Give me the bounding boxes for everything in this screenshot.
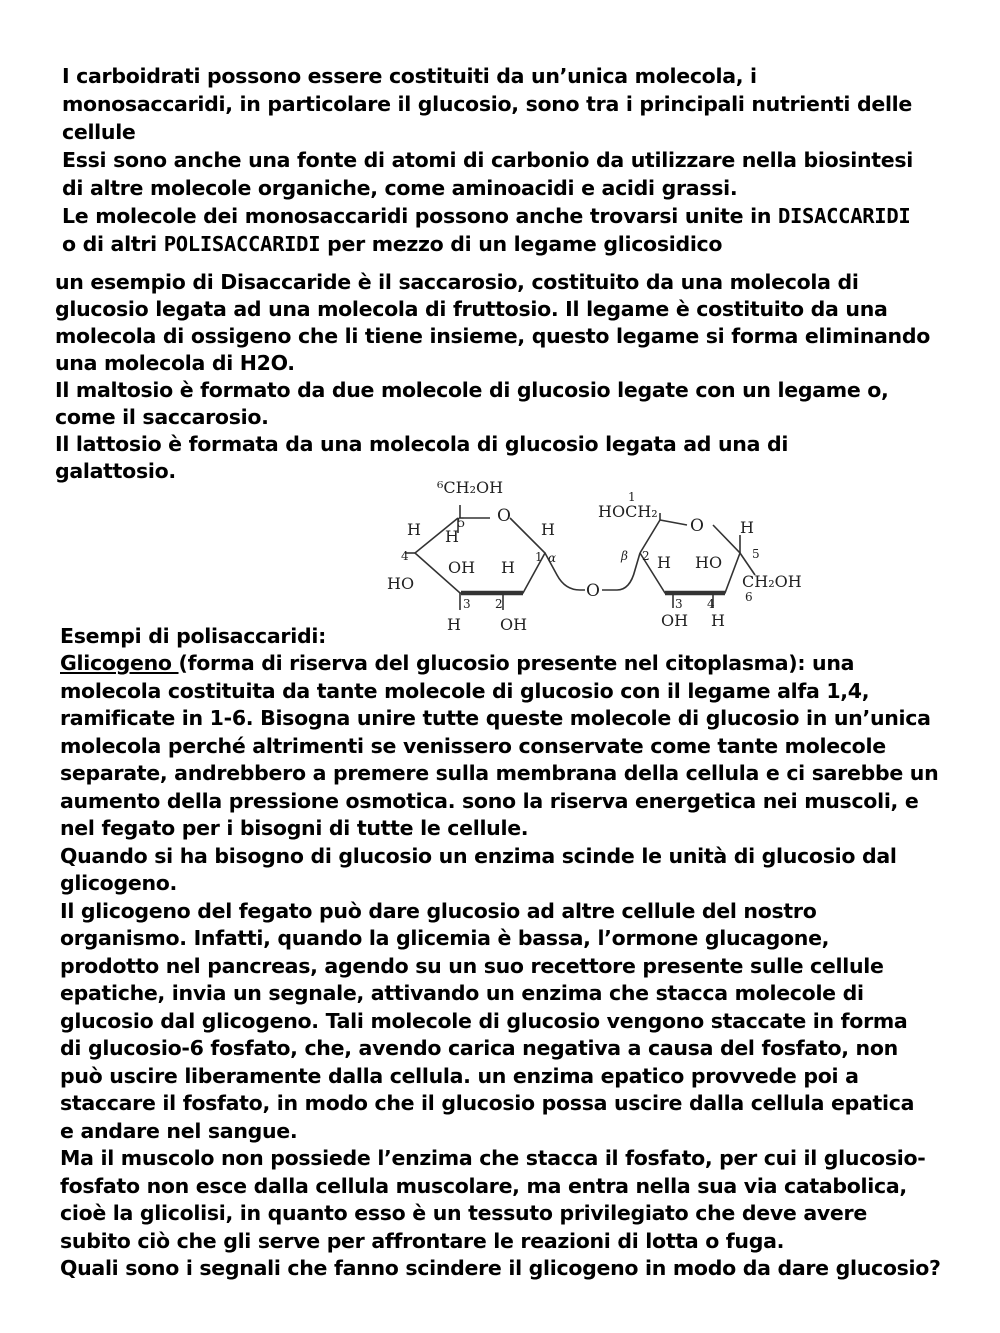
keyword-polisaccaridi: POLISACCARIDI [163, 232, 321, 256]
carbon-number: 1 [535, 550, 543, 564]
text-line: fosfato non esce dalla cellula muscolare, ma entra nella sua via catabolica, [60, 1173, 907, 1198]
text-line [62, 204, 910, 228]
sucrose-structure-diagram [385, 465, 815, 645]
h5-label: 5 [457, 516, 466, 531]
text-line: di glucosio-6 fosfato, che, avendo carica negativa a causa del fosfato, non [60, 1036, 898, 1060]
ho-label: HO [387, 574, 415, 593]
hoch2-label: HOCH₂ [598, 502, 658, 521]
text-line: di altre molecole organiche, come aminoacidi e acidi grassi. [62, 176, 738, 200]
alpha-label: α [548, 551, 557, 565]
text-line: subito ciò che gli serve per affrontare le reazioni di lotta o fuga. [60, 1228, 785, 1253]
carbon-number: 3 [675, 597, 683, 611]
text-line: Quali sono i segnali che fanno scindere il glicogeno in modo da dare glucosio? [60, 1256, 941, 1280]
section-heading: Esempi di polisaccaridi: [60, 624, 326, 648]
text-line: ramificate in 1-6. Bisogna unire tutte queste molecole di glucosio in un’unica [60, 706, 931, 730]
text-line: glucosio dal glicogeno. Tali molecole di glucosio vengono staccate in forma [60, 1008, 908, 1033]
text-span: per mezzo di un legame glicosidico [320, 232, 723, 256]
text-line [60, 651, 854, 675]
ch2oh-label: ⁶CH₂OH [437, 478, 504, 497]
ch2oh-label: CH₂OH [742, 572, 802, 591]
glycosidic-oxygen-label: O [586, 581, 600, 601]
h-label: H [740, 518, 754, 537]
ho-label: HO [695, 553, 723, 572]
glicogeno-term: Glicogeno [60, 651, 179, 675]
h-label: H [447, 615, 461, 634]
text-line: un esempio di Disaccaride è il saccarosio, costituito da una molecola di [55, 270, 859, 294]
carbon-number: 3 [463, 597, 471, 611]
text-line: aumento della pressione osmotica. sono la riserva energetica nei muscoli, e [60, 788, 919, 813]
carbon-number: 6 [745, 590, 753, 604]
carbon-number: 1 [628, 490, 636, 504]
text-line: può uscire liberamente dalla cellula. un enzima epatico provvede poi a [60, 1063, 859, 1088]
text-line: galattosio. [55, 459, 176, 483]
carbon-number: 4 [401, 549, 409, 563]
oh-label: OH [500, 615, 528, 634]
carbon-number: 4 [707, 597, 715, 611]
text-line: una molecola di H2O. [55, 351, 295, 375]
text-line: nel fegato per i bisogni di tutte le cellule. [60, 816, 529, 840]
text-line: monosaccaridi, in particolare il glucosio, sono tra i principali nutrienti delle [62, 92, 913, 116]
text-line: staccare il fosfato, in modo che il glucosio possa uscire dalla cellula epatica [60, 1091, 915, 1115]
text-line: prodotto nel pancreas, agendo su un suo recettore presente sulle cellule [60, 953, 884, 978]
text-line: molecola di ossigeno che li tiene insieme, questo legame si forma eliminando [55, 324, 931, 348]
text-line: cioè la glicolisi, in quanto esso è un tessuto privilegiato che deve avere [60, 1201, 867, 1225]
text-line [62, 232, 722, 256]
ring-oxygen-label: O [690, 516, 704, 536]
text-line: e andare nel sangue. [60, 1118, 298, 1143]
text-line: organismo. Infatti, quando la glicemia è bassa, l’ormone glucagone, [60, 926, 830, 950]
text-line: Il glicogeno del fegato può dare glucosio ad altre cellule del nostro [60, 898, 817, 923]
h-label: H [541, 520, 555, 539]
h-label: H [445, 527, 459, 546]
text-line: Ma il muscolo non possiede l’enzima che stacca il fosfato, per cui il glucosio- [60, 1146, 926, 1170]
text-line: cellule [62, 120, 136, 144]
text-line: molecola costituita da tante molecole di glucosio con il legame alfa 1,4, [60, 678, 870, 703]
text-line: molecola perché altrimenti se venissero conservate come tante molecole [60, 733, 886, 758]
carbon-number: 5 [752, 547, 760, 561]
text-line: I carboidrati possono essere costituiti da un’unica molecola, i [62, 64, 757, 88]
carbon-number: 2 [495, 597, 503, 611]
ring-oxygen-label: O [497, 506, 511, 526]
h-label: H [501, 558, 515, 577]
text-span: (forma di riserva del glucosio presente nel citoplasma): una [178, 651, 855, 675]
h-label: H [711, 611, 725, 630]
text-span: o di altri [62, 232, 164, 256]
keyword-disaccaridi: DISACCARIDI [777, 204, 911, 228]
beta-label: β [621, 549, 628, 563]
text-line: epatiche, invia un segnale, attivando un enzima che stacca molecole di [60, 981, 864, 1005]
h-label: H [407, 520, 421, 539]
text-line: glucosio legata ad una molecola di fruttosio. Il legame è costituito da una [55, 297, 888, 321]
oh-label: OH [661, 611, 689, 630]
carbon-number: 2 [642, 549, 650, 563]
text-span: Le molecole dei monosaccaridi possono anche trovarsi unite in [62, 204, 778, 228]
text-line: Quando si ha bisogno di glucosio un enzima scinde le unità di glucosio dal [60, 843, 897, 868]
h-label: H [657, 553, 671, 572]
text-line: glicogeno. [60, 871, 178, 895]
text-line: separate, andrebbero a premere sulla membrana della cellula e ci sarebbe un [60, 761, 939, 785]
text-line: Essi sono anche una fonte di atomi di carbonio da utilizzare nella biosintesi [62, 148, 914, 172]
oh-label: OH [448, 558, 476, 577]
text-line: Il lattosio è formata da una molecola di glucosio legata ad una di [55, 432, 789, 456]
text-line: come il saccarosio. [55, 405, 269, 429]
text-line: Il maltosio è formato da due molecole di glucosio legate con un legame o, [55, 378, 889, 402]
